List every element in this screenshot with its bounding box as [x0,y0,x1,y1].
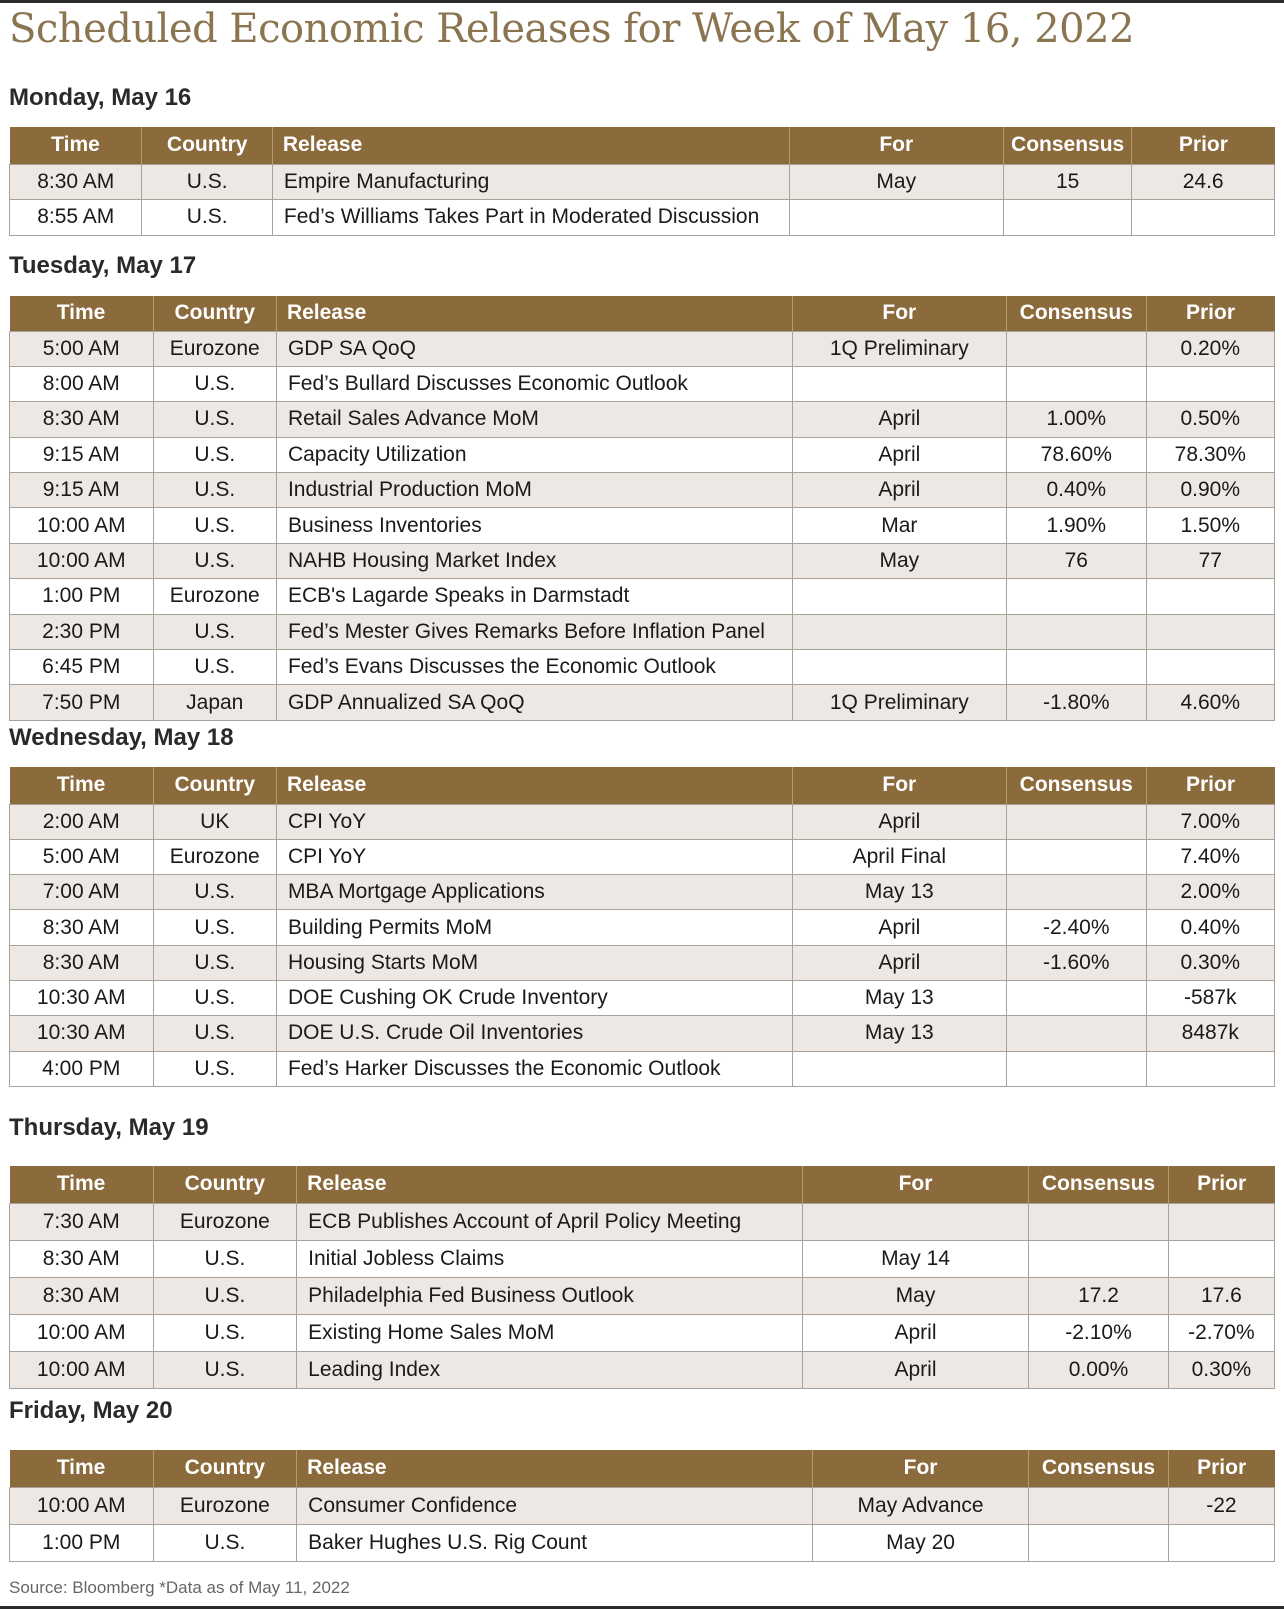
cell-time: 1:00 PM [10,1524,154,1561]
column-header-country: Country [142,127,272,164]
table-row [10,875,1275,910]
cell-country: U.S. [153,402,276,437]
table-row [10,579,1275,614]
cell-release: Consumer Confidence [297,1487,813,1524]
column-header-release: Release [276,767,792,804]
schedule-table-wednesday [9,767,1275,1087]
cell-consensus [1003,200,1131,236]
cell-time: 2:30 PM [10,614,154,649]
column-header-for: For [812,1450,1028,1487]
cell-prior [1168,1524,1274,1561]
table-row [10,804,1275,839]
cell-release: Empire Manufacturing [272,164,789,200]
schedule-table-thursday [9,1166,1275,1389]
cell-for: April [802,1314,1029,1351]
column-header-time: Time [10,127,142,164]
cell-release: GDP Annualized SA QoQ [276,685,792,720]
cell-for [789,200,1003,236]
cell-consensus [1007,980,1147,1015]
table-row [10,1487,1275,1524]
cell-consensus: 1.90% [1007,508,1147,543]
table-row [10,1314,1275,1351]
cell-country: U.S. [153,980,276,1015]
column-header-consensus: Consensus [1007,767,1147,804]
table-row [10,366,1275,401]
cell-prior [1146,366,1274,401]
cell-release: GDP SA QoQ [276,331,792,366]
column-header-prior: Prior [1146,296,1274,331]
cell-for: 1Q Preliminary [792,685,1006,720]
cell-for: April [792,402,1006,437]
cell-prior [1168,1240,1274,1277]
cell-country: Eurozone [153,1203,297,1240]
column-header-consensus: Consensus [1003,127,1131,164]
day-heading-monday: Monday, May 16 [9,84,192,111]
cell-prior [1146,650,1274,685]
cell-time: 10:00 AM [10,1351,154,1388]
cell-release: Baker Hughes U.S. Rig Count [297,1524,813,1561]
cell-time: 10:00 AM [10,1314,154,1351]
cell-prior: 0.90% [1146,473,1274,508]
cell-release: Leading Index [297,1351,803,1388]
cell-consensus [1007,875,1147,910]
cell-country: Japan [153,685,276,720]
cell-for: 1Q Preliminary [792,331,1006,366]
cell-for: April [792,945,1006,980]
cell-time: 9:15 AM [10,437,154,472]
cell-time: 10:30 AM [10,980,154,1015]
column-header-country: Country [153,1166,297,1203]
cell-time: 10:30 AM [10,1016,154,1051]
cell-country: U.S. [153,875,276,910]
cell-consensus: 78.60% [1007,437,1147,472]
cell-prior: 0.30% [1146,945,1274,980]
cell-prior: 0.20% [1146,331,1274,366]
cell-country: UK [153,804,276,839]
cell-time: 4:00 PM [10,1051,154,1086]
cell-time: 8:55 AM [10,200,142,236]
cell-country: U.S. [153,437,276,472]
cell-release: Initial Jobless Claims [297,1240,803,1277]
cell-consensus [1007,331,1147,366]
cell-prior: 2.00% [1146,875,1274,910]
cell-consensus [1007,839,1147,874]
cell-time: 8:00 AM [10,366,154,401]
cell-prior: -22 [1168,1487,1274,1524]
cell-consensus [1007,579,1147,614]
column-header-for: For [789,127,1003,164]
cell-for: Mar [792,508,1006,543]
cell-release: Fed’s Mester Gives Remarks Before Inflation Panel [276,614,792,649]
cell-for: May [802,1277,1029,1314]
cell-release: DOE U.S. Crude Oil Inventories [276,1016,792,1051]
cell-for: May [789,164,1003,200]
column-header-consensus: Consensus [1007,296,1147,331]
cell-for [792,579,1006,614]
cell-consensus: 15 [1003,164,1131,200]
cell-prior: 4.60% [1146,685,1274,720]
cell-time: 7:30 AM [10,1203,154,1240]
table-row [10,945,1275,980]
cell-consensus: 76 [1007,543,1147,578]
cell-release: MBA Mortgage Applications [276,875,792,910]
column-header-prior: Prior [1168,1450,1274,1487]
table-row [10,508,1275,543]
table-header-row [10,296,1275,331]
cell-release: ECB Publishes Account of April Policy Meeting [297,1203,803,1240]
day-heading-wednesday: Wednesday, May 18 [9,724,234,751]
cell-consensus: -2.10% [1029,1314,1169,1351]
cell-time: 8:30 AM [10,945,154,980]
cell-prior [1168,1203,1274,1240]
day-heading-thursday: Thursday, May 19 [9,1114,209,1141]
cell-for [792,614,1006,649]
cell-country: U.S. [153,650,276,685]
cell-for: May 20 [812,1524,1028,1561]
table-row [10,839,1275,874]
table-row [10,650,1275,685]
table-header-row [10,1450,1275,1487]
cell-for: May [792,543,1006,578]
column-header-for: For [792,296,1006,331]
cell-time: 6:45 PM [10,650,154,685]
table-row [10,543,1275,578]
cell-prior: 8487k [1146,1016,1274,1051]
cell-country: U.S. [142,200,272,236]
column-header-release: Release [297,1166,803,1203]
cell-country: Eurozone [153,839,276,874]
cell-country: Eurozone [153,1487,297,1524]
cell-prior: 7.40% [1146,839,1274,874]
column-header-time: Time [10,767,154,804]
column-header-prior: Prior [1168,1166,1274,1203]
cell-release: Existing Home Sales MoM [297,1314,803,1351]
column-header-country: Country [153,296,276,331]
cell-consensus: -1.60% [1007,945,1147,980]
cell-consensus [1029,1524,1169,1561]
table-row [10,685,1275,720]
cell-for: May 13 [792,980,1006,1015]
cell-consensus: 1.00% [1007,402,1147,437]
top-rule [0,0,1284,3]
cell-time: 9:15 AM [10,473,154,508]
cell-time: 8:30 AM [10,1277,154,1314]
cell-consensus [1007,614,1147,649]
cell-release: Fed’s Williams Takes Part in Moderated Discussion [272,200,789,236]
table-row [10,1351,1275,1388]
table-row [10,1203,1275,1240]
day-heading-tuesday: Tuesday, May 17 [9,252,197,279]
cell-country: U.S. [153,473,276,508]
cell-for: May 14 [802,1240,1029,1277]
cell-prior: 77 [1146,543,1274,578]
cell-prior [1146,614,1274,649]
cell-release: Capacity Utilization [276,437,792,472]
cell-consensus: 0.40% [1007,473,1147,508]
cell-country: U.S. [153,1051,276,1086]
cell-prior: 78.30% [1146,437,1274,472]
cell-time: 8:30 AM [10,164,142,200]
table-row [10,980,1275,1015]
table-row [10,614,1275,649]
column-header-time: Time [10,296,154,331]
cell-time: 7:00 AM [10,875,154,910]
cell-release: DOE Cushing OK Crude Inventory [276,980,792,1015]
table-row [10,1051,1275,1086]
cell-for [792,650,1006,685]
cell-country: U.S. [153,508,276,543]
cell-consensus: 0.00% [1029,1351,1169,1388]
cell-prior [1132,200,1275,236]
cell-time: 10:00 AM [10,508,154,543]
cell-country: U.S. [153,910,276,945]
cell-time: 5:00 AM [10,839,154,874]
cell-consensus [1029,1240,1169,1277]
cell-for [802,1203,1029,1240]
column-header-time: Time [10,1166,154,1203]
cell-country: U.S. [153,945,276,980]
cell-country: U.S. [153,1277,297,1314]
source-note: Source: Bloomberg *Data as of May 11, 2022 [9,1578,350,1597]
cell-country: U.S. [142,164,272,200]
column-header-for: For [802,1166,1029,1203]
cell-release: ECB's Lagarde Speaks in Darmstadt [276,579,792,614]
cell-prior: 1.50% [1146,508,1274,543]
cell-country: U.S. [153,543,276,578]
cell-for: May 13 [792,1016,1006,1051]
table-header-row [10,1166,1275,1203]
cell-prior: 17.6 [1168,1277,1274,1314]
cell-country: U.S. [153,1351,297,1388]
cell-for: April Final [792,839,1006,874]
table-row [10,1240,1275,1277]
cell-for: April [792,437,1006,472]
cell-consensus [1007,1051,1147,1086]
column-header-country: Country [153,767,276,804]
cell-country: Eurozone [153,331,276,366]
day-heading-friday: Friday, May 20 [9,1397,173,1424]
table-row [10,473,1275,508]
column-header-release: Release [276,296,792,331]
table-header-row [10,127,1275,164]
cell-prior: 0.50% [1146,402,1274,437]
cell-release: Philadelphia Fed Business Outlook [297,1277,803,1314]
cell-release: Business Inventories [276,508,792,543]
cell-for: April [792,473,1006,508]
cell-time: 2:00 AM [10,804,154,839]
table-header-row [10,767,1275,804]
cell-country: U.S. [153,1314,297,1351]
cell-for: April [792,804,1006,839]
column-header-prior: Prior [1146,767,1274,804]
cell-consensus [1007,650,1147,685]
table-row [10,910,1275,945]
column-header-time: Time [10,1450,154,1487]
cell-release: Industrial Production MoM [276,473,792,508]
column-header-release: Release [272,127,789,164]
cell-country: U.S. [153,366,276,401]
cell-prior: 0.30% [1168,1351,1274,1388]
table-row [10,402,1275,437]
cell-time: 8:30 AM [10,402,154,437]
cell-for: May Advance [812,1487,1028,1524]
cell-consensus: -2.40% [1007,910,1147,945]
cell-release: Fed’s Harker Discusses the Economic Outlook [276,1051,792,1086]
cell-prior: 7.00% [1146,804,1274,839]
cell-consensus [1029,1203,1169,1240]
cell-for: April [802,1351,1029,1388]
cell-consensus [1007,366,1147,401]
column-header-for: For [792,767,1006,804]
cell-country: Eurozone [153,579,276,614]
cell-country: U.S. [153,1240,297,1277]
cell-prior [1146,579,1274,614]
cell-for [792,366,1006,401]
table-row [10,1277,1275,1314]
column-header-country: Country [153,1450,297,1487]
cell-time: 8:30 AM [10,1240,154,1277]
cell-for: May 13 [792,875,1006,910]
cell-release: CPI YoY [276,804,792,839]
cell-release: Housing Starts MoM [276,945,792,980]
schedule-table-monday [9,127,1275,236]
cell-time: 1:00 PM [10,579,154,614]
cell-country: U.S. [153,1524,297,1561]
cell-time: 10:00 AM [10,543,154,578]
page-title: Scheduled Economic Releases for Week of May 16, 2022 [9,6,1135,52]
cell-prior: -2.70% [1168,1314,1274,1351]
column-header-release: Release [297,1450,813,1487]
cell-consensus [1007,804,1147,839]
cell-prior: 0.40% [1146,910,1274,945]
schedule-table-friday [9,1450,1275,1562]
schedule-table-tuesday [9,296,1275,721]
table-row [10,437,1275,472]
cell-time: 10:00 AM [10,1487,154,1524]
cell-release: CPI YoY [276,839,792,874]
cell-consensus: 17.2 [1029,1277,1169,1314]
cell-consensus [1029,1487,1169,1524]
cell-time: 8:30 AM [10,910,154,945]
cell-release: Fed’s Evans Discusses the Economic Outlook [276,650,792,685]
cell-release: Retail Sales Advance MoM [276,402,792,437]
cell-release: Fed’s Bullard Discusses Economic Outlook [276,366,792,401]
column-header-consensus: Consensus [1029,1166,1169,1203]
cell-release: Building Permits MoM [276,910,792,945]
cell-prior [1146,1051,1274,1086]
cell-country: U.S. [153,1016,276,1051]
cell-time: 5:00 AM [10,331,154,366]
cell-for: April [792,910,1006,945]
table-row [10,200,1275,236]
cell-release: NAHB Housing Market Index [276,543,792,578]
cell-prior: -587k [1146,980,1274,1015]
cell-prior: 24.6 [1132,164,1275,200]
table-row [10,164,1275,200]
cell-for [792,1051,1006,1086]
cell-country: U.S. [153,614,276,649]
cell-consensus: -1.80% [1007,685,1147,720]
table-row [10,1016,1275,1051]
table-row [10,1524,1275,1561]
column-header-consensus: Consensus [1029,1450,1169,1487]
table-row [10,331,1275,366]
column-header-prior: Prior [1132,127,1275,164]
cell-consensus [1007,1016,1147,1051]
cell-time: 7:50 PM [10,685,154,720]
